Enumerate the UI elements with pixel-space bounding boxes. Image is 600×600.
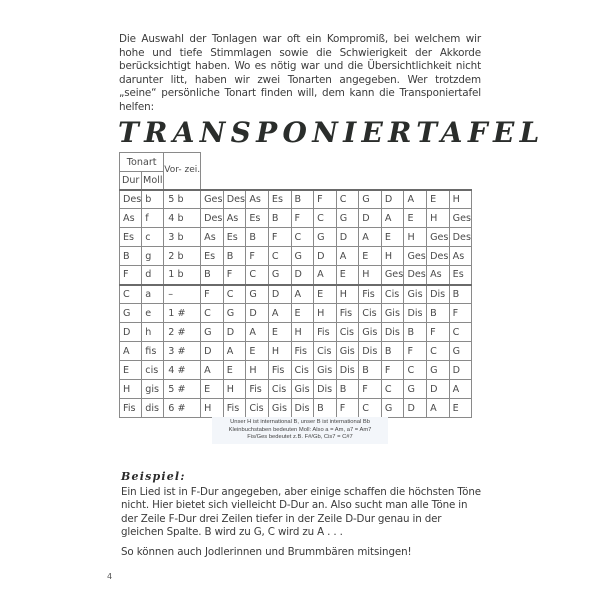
note-cell: C [291,228,314,247]
note-cell: Es [449,266,472,285]
note-cell: C [381,380,404,399]
note-cell: Cis [336,323,359,342]
note-cell: D [223,323,246,342]
signature-cell: 1 # [164,304,201,323]
note-cell: H [314,304,337,323]
note-cell: C [314,209,337,228]
note-cell: Dis [314,380,337,399]
note-cell: B [336,380,359,399]
note-cell: Gis [336,342,359,361]
table-row [120,228,472,247]
table-row [120,285,472,304]
note-cell: Fis [268,361,291,380]
note-cell: F [246,247,269,266]
table-row [120,380,472,399]
example-paragraph: Ein Lied ist in F-Dur angegeben, aber einige schaffen die höchsten Töne nicht. Hier bietet sich vielleicht D-Dur an. Also sucht man alle Töne in der Zeile F-Dur drei Zeilen tiefer in der Zeile D-Dur genau in der gleichen Spalte. B wird zu G, C wird zu A . . . [121,486,481,539]
note-cell: A [201,361,224,380]
dur-key-cell: F [120,266,142,285]
note-cell: H [291,323,314,342]
note-cell: As [223,209,246,228]
note-cell: Cis [246,399,269,418]
transposition-table [119,152,472,418]
note-cell: E [427,190,450,209]
note-cell: Dis [404,304,427,323]
note-cell: Fis [291,342,314,361]
signature-cell: 5 b [164,190,201,209]
note-cell: E [449,399,472,418]
note-cell: B [223,247,246,266]
note-cell: Dis [381,323,404,342]
note-cell: F [268,228,291,247]
note-cell: H [268,342,291,361]
note-cell: B [449,285,472,304]
signature-cell: 2 # [164,323,201,342]
note-cell: Des [223,190,246,209]
note-cell: E [404,209,427,228]
note-cell: Gis [404,285,427,304]
note-cell: E [314,285,337,304]
note-cell: F [404,342,427,361]
note-cell: E [223,361,246,380]
note-cell: Ges [201,190,224,209]
note-cell: A [381,209,404,228]
caption-line: Fis/Ges bedeutet z.B. F#/Gb, Cis7 = C#7 [247,434,353,441]
legend-caption [212,417,388,444]
moll-key-cell: c [142,228,164,247]
note-cell: A [336,247,359,266]
dur-key-cell: Fis [120,399,142,418]
note-cell: D [314,247,337,266]
table-row [120,304,472,323]
closing-line: So können auch Jodlerinnen und Brummbären mitsingen! [121,546,412,558]
note-cell: D [404,399,427,418]
note-cell: Des [404,266,427,285]
note-cell: Fis [246,380,269,399]
note-cell: As [246,190,269,209]
header-spacer [201,172,472,190]
note-cell: Des [201,209,224,228]
note-cell: F [336,399,359,418]
dur-key-cell: As [120,209,142,228]
dur-key-cell: Es [120,228,142,247]
note-cell: B [359,361,382,380]
caption-line: Kleinbuchstaben bedeuten Moll: Also a = Am, a7 = Am7 [228,426,372,433]
header-vorzeichen [164,153,201,190]
header-moll: Moll [142,172,164,190]
moll-key-cell: e [142,304,164,323]
note-cell: Cis [314,342,337,361]
note-cell: G [404,380,427,399]
table-row [120,342,472,361]
signature-cell: 6 # [164,399,201,418]
dur-key-cell: E [120,361,142,380]
note-cell: Es [201,247,224,266]
note-cell: Es [223,228,246,247]
page-title: TRANSPONIERTAFEL [118,116,545,149]
note-cell: E [246,342,269,361]
note-cell: D [246,304,269,323]
note-cell: Es [246,209,269,228]
note-cell: C [201,304,224,323]
note-cell: E [201,380,224,399]
note-cell: Fis [223,399,246,418]
note-cell: H [427,209,450,228]
note-cell: As [449,247,472,266]
table-row [120,209,472,228]
note-cell: D [359,209,382,228]
note-cell: E [291,304,314,323]
note-cell: Dis [427,285,450,304]
note-cell: B [381,342,404,361]
note-cell: G [246,285,269,304]
note-cell: F [201,285,224,304]
note-cell: B [404,323,427,342]
moll-key-cell: g [142,247,164,266]
moll-key-cell: b [142,190,164,209]
note-cell: B [427,304,450,323]
note-cell: Ges [427,228,450,247]
dur-key-cell: A [120,342,142,361]
note-cell: G [314,228,337,247]
note-cell: A [404,190,427,209]
table-row [120,399,472,418]
note-cell: C [427,342,450,361]
note-cell: F [291,209,314,228]
moll-key-cell: f [142,209,164,228]
table-row [120,266,472,285]
note-cell: H [246,361,269,380]
note-cell: A [314,266,337,285]
note-cell: Ges [404,247,427,266]
note-cell: D [336,228,359,247]
note-cell: B [314,399,337,418]
note-cell: A [246,323,269,342]
note-cell: A [359,228,382,247]
note-cell: Fis [336,304,359,323]
note-cell: H [449,190,472,209]
note-cell: As [201,228,224,247]
signature-cell: 4 b [164,209,201,228]
note-cell: D [427,380,450,399]
note-cell: F [359,380,382,399]
note-cell: C [268,247,291,266]
note-cell: B [268,209,291,228]
note-cell: H [223,380,246,399]
note-cell: A [223,342,246,361]
dur-key-cell: Des [120,190,142,209]
note-cell: E [381,228,404,247]
moll-key-cell: cis [142,361,164,380]
note-cell: A [268,304,291,323]
example-heading: Beispiel: [121,470,186,483]
note-cell: Des [449,228,472,247]
note-cell: Cis [359,304,382,323]
moll-key-cell: gis [142,380,164,399]
note-cell: H [336,285,359,304]
note-cell: Gis [291,380,314,399]
note-cell: D [381,190,404,209]
note-cell: G [291,247,314,266]
note-cell: As [427,266,450,285]
header-dur: Dur [120,172,142,190]
note-cell: F [449,304,472,323]
note-cell: C [449,323,472,342]
intro-paragraph: Die Auswahl der Tonlagen war oft ein Kompromiß, bei welchem wir hohe und tiefe Stimmlagen sowie die Schwierigkeit der Akkorde berücksichtigt haben. Wo es nötig war und die Übersichtlichkeit nicht darunter litt, haben wir zwei Tonarten angegeben. Wer trotzdem „seine“ persönliche Tonart finden will, dem kann die Transponiertafel helfen: [119,33,481,113]
note-cell: Ges [449,209,472,228]
note-cell: Cis [268,380,291,399]
note-cell: B [201,266,224,285]
note-cell: Cis [381,285,404,304]
note-cell: E [336,266,359,285]
signature-cell: 5 # [164,380,201,399]
note-cell: F [427,323,450,342]
signature-cell: 3 b [164,228,201,247]
dur-key-cell: D [120,323,142,342]
note-cell: Gis [359,323,382,342]
note-cell: B [246,228,269,247]
note-cell: G [381,399,404,418]
note-cell: Gis [381,304,404,323]
note-cell: E [359,247,382,266]
note-cell: G [268,266,291,285]
header-spacer [201,153,472,172]
note-cell: G [201,323,224,342]
note-cell: H [201,399,224,418]
signature-cell: 4 # [164,361,201,380]
note-cell: D [449,361,472,380]
note-cell: G [427,361,450,380]
note-cell: Dis [359,342,382,361]
note-cell: H [359,266,382,285]
note-cell: G [336,209,359,228]
note-cell: C [404,361,427,380]
note-cell: Fis [359,285,382,304]
note-cell: C [336,190,359,209]
note-cell: D [201,342,224,361]
signature-cell: 1 b [164,266,201,285]
note-cell: Dis [336,361,359,380]
note-cell: F [381,361,404,380]
note-cell: A [291,285,314,304]
note-cell: D [268,285,291,304]
signature-cell: – [164,285,201,304]
note-cell: D [291,266,314,285]
note-cell: C [359,399,382,418]
note-cell: Gis [314,361,337,380]
dur-key-cell: C [120,285,142,304]
table-row [120,190,472,209]
note-cell: Cis [291,361,314,380]
signature-cell: 3 # [164,342,201,361]
note-cell: Ges [381,266,404,285]
table-row [120,247,472,266]
moll-key-cell: fis [142,342,164,361]
caption-line: Unser H ist international B, unser B ist international Bb [230,419,370,425]
dur-key-cell: G [120,304,142,323]
moll-key-cell: d [142,266,164,285]
note-cell: C [246,266,269,285]
dur-key-cell: H [120,380,142,399]
note-cell: G [223,304,246,323]
note-cell: Des [427,247,450,266]
dur-key-cell: B [120,247,142,266]
signature-cell: 2 b [164,247,201,266]
note-cell: H [404,228,427,247]
table-row [120,361,472,380]
note-cell: E [268,323,291,342]
note-cell: B [291,190,314,209]
table-row [120,323,472,342]
note-cell: G [449,342,472,361]
page-number: 4 [107,572,113,581]
note-cell: Dis [291,399,314,418]
moll-key-cell: h [142,323,164,342]
moll-key-cell: dis [142,399,164,418]
note-cell: A [449,380,472,399]
note-cell: Fis [314,323,337,342]
header-vorzeichen-label: Vor- zei. [164,165,201,176]
header-tonart: Tonart [120,153,164,172]
note-cell: C [223,285,246,304]
note-cell: Es [268,190,291,209]
note-cell: H [381,247,404,266]
moll-key-cell: a [142,285,164,304]
note-cell: F [223,266,246,285]
note-cell: A [427,399,450,418]
note-cell: F [314,190,337,209]
note-cell: Gis [268,399,291,418]
note-cell: G [359,190,382,209]
